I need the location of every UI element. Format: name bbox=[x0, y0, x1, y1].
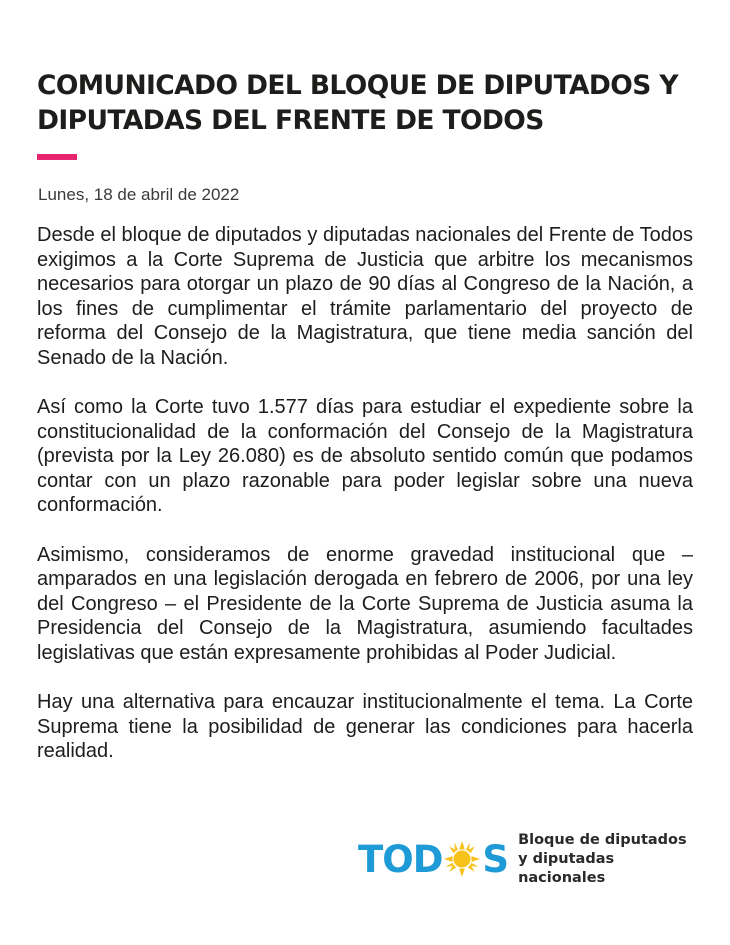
logo-text-after: S bbox=[482, 837, 509, 881]
statement-date: Lunes, 18 de abril de 2022 bbox=[38, 185, 240, 204]
page-title: COMUNICADO DEL BLOQUE DE DIPUTADOS Y DIPUTADAS DEL FRENTE DE TODOS bbox=[37, 70, 678, 136]
paragraph: Así como la Corte tuvo 1.577 días para estudiar el expediente sobre la constitucionalidad de la conformación del Consejo de la Magistratura (prevista por la Ley 26.080) es de absoluto sentido común que podamos contar con un plazo razonable para poder legislar sobre una nueva conformación. bbox=[37, 396, 693, 516]
statement-document bbox=[37, 68, 693, 789]
paragraph: Hay una alternativa para encauzar institucionalmente el tema. La Corte Suprema tiene la posibilidad de generar las condiciones para hacerla realidad. bbox=[37, 691, 693, 762]
bloc-tagline: Bloque de diputados y diputadas nacionales bbox=[518, 831, 687, 886]
statement-body bbox=[37, 223, 693, 764]
logo-text-before: TOD bbox=[358, 837, 443, 881]
accent-divider bbox=[37, 154, 77, 160]
footer-brand bbox=[358, 831, 698, 886]
paragraph: Asimismo, consideramos de enorme gravedad institucional que – amparados en una legislación derogada en febrero de 2006, por una ley del Congreso – el Presidente de la Corte Suprema de Justicia asuma la Presidencia del Consejo de la Magistratura, asumiendo facultades legislativas que están expresamente prohibidas al Poder Judicial. bbox=[37, 543, 693, 664]
sun-icon bbox=[443, 840, 481, 878]
paragraph: Desde el bloque de diputados y diputadas nacionales del Frente de Todos exigimos a la Corte Suprema de Justicia que arbitre los mecanismos necesarios para otorgar un plazo de 90 días al Congreso de la Nación, a los fines de cumplimentar el trámite parlamentario del proyecto de reforma del Consejo de la Magistratura, que tiene media sanción del Senado de la Nación. bbox=[37, 224, 693, 369]
todos-logo bbox=[358, 837, 509, 881]
